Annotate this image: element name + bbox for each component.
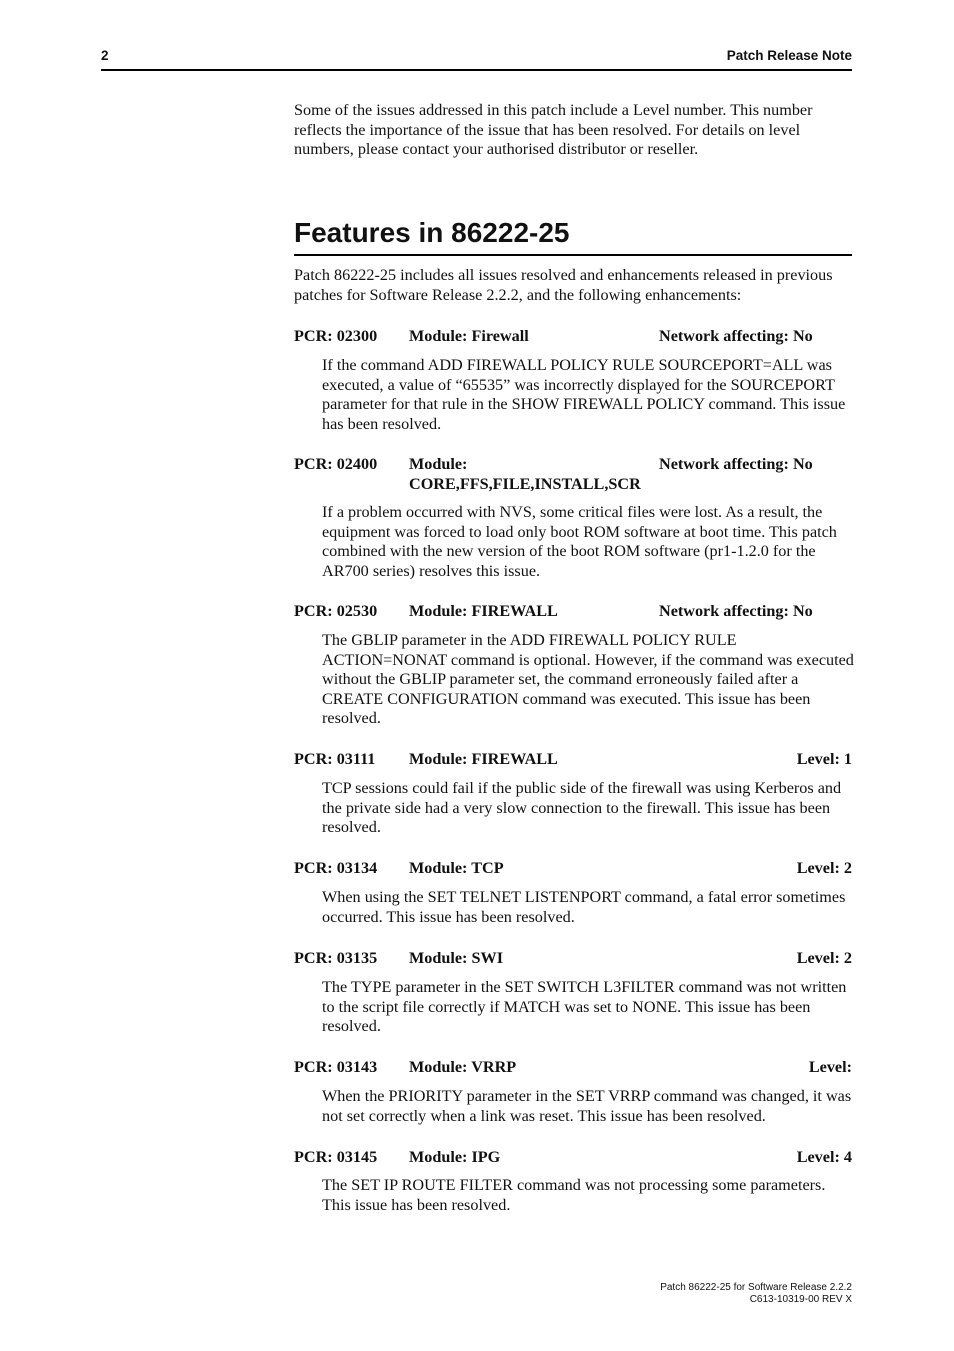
issue-description: If the command ADD FIREWALL POLICY RULE SOURCEPORT=ALL was executed, a value of “65535” was incorrectly displayed for the SOURCEPORT parameter for that rule in the SHOW FIREWALL POLICY command. This issue has been resolved.: [322, 356, 846, 433]
section-lead-paragraph: Patch 86222-25 includes all issues resolved and enhancements released in previous patches for Software Release 2.2.2, and the following enhancements:: [294, 266, 833, 304]
pcr-number: PCR: 03135: [294, 949, 378, 967]
pcr-number: PCR: 03143: [294, 1058, 378, 1076]
footer-patch-line: Patch 86222-25 for Software Release 2.2.2: [660, 1282, 852, 1293]
running-header: [101, 47, 852, 71]
issue-description: If a problem occurred with NVS, some critical files were lost. As a result, the equipment was forced to load only boot ROM software at boot time. This patch combined with the new version of the boot ROM software (pr1-1.2.0 for the AR700 series) resolves this issue.: [322, 503, 837, 580]
section-heading: Features in 86222-25: [294, 213, 852, 256]
issue-level: Level: 2: [796, 949, 852, 967]
network-affecting: Network affecting: No: [659, 455, 813, 473]
module-name: Module: SWI: [409, 949, 503, 967]
issue-level: Level: 2: [796, 859, 852, 877]
issue-header: [294, 750, 852, 770]
issue-description: TCP sessions could fail if the public side of the firewall was using Kerberos and the private side had a very slow connection to the firewall. This issue has been resolved.: [322, 779, 842, 836]
issue-level: Level:: [808, 1058, 852, 1076]
pcr-number: PCR: 03134: [294, 859, 378, 877]
issue-description: The SET IP ROUTE FILTER command was not processing some parameters. This issue has been resolved.: [322, 1176, 826, 1214]
issue-level: Level: 1: [796, 750, 852, 768]
network-affecting: Network affecting: No: [659, 327, 813, 345]
page-footer: [660, 1282, 852, 1306]
issue-header: [294, 1058, 852, 1078]
issue-header: [294, 327, 852, 347]
issue-level: Level: 4: [796, 1148, 852, 1166]
pcr-number: PCR: 02530: [294, 602, 378, 620]
module-name: Module: IPG: [409, 1148, 501, 1166]
module-name: Module: CORE,FFS,FILE,INSTALL,SCR: [409, 455, 641, 493]
issue-description: The GBLIP parameter in the ADD FIREWALL POLICY RULE ACTION=NONAT command is optional. However, if the command was executed without the GBLIP parameter set, the command erroneously failed after a CREATE CONFIGURATION command was executed. This issue has been resolved.: [322, 631, 854, 727]
pcr-number: PCR: 02300: [294, 327, 378, 345]
network-affecting: Network affecting: No: [659, 602, 813, 620]
issue-header: [294, 1148, 852, 1168]
module-name: Module: Firewall: [409, 327, 529, 345]
module-name: Module: FIREWALL: [409, 750, 558, 768]
module-name: Module: TCP: [409, 859, 504, 877]
module-name: Module: FIREWALL: [409, 602, 558, 620]
page-number: 2: [101, 48, 109, 63]
issue-description: When using the SET TELNET LISTENPORT command, a fatal error sometimes occurred. This issue has been resolved.: [322, 888, 846, 926]
issue-description: The TYPE parameter in the SET SWITCH L3FILTER command was not written to the script file correctly if MATCH was set to NONE. This issue has been resolved.: [322, 978, 847, 1035]
footer-doc-code: C613-10319-00 REV X: [749, 1294, 852, 1305]
issue-description: When the PRIORITY parameter in the SET VRRP command was changed, it was not set correctly when a link was reset. This issue has been resolved.: [322, 1087, 852, 1125]
intro-paragraph: Some of the issues addressed in this patch include a Level number. This number reflects the importance of the issue that has been resolved. For details on level numbers, please contact your authorised distributor or reseller.: [294, 101, 813, 158]
issue-header: [294, 949, 852, 969]
document-title: Patch Release Note: [726, 48, 852, 63]
pcr-number: PCR: 02400: [294, 455, 378, 473]
pcr-number: PCR: 03111: [294, 750, 376, 768]
issue-header: [294, 455, 852, 493]
issue-header: [294, 859, 852, 879]
pcr-number: PCR: 03145: [294, 1148, 378, 1166]
issue-header: [294, 602, 852, 622]
module-name: Module: VRRP: [409, 1058, 517, 1076]
